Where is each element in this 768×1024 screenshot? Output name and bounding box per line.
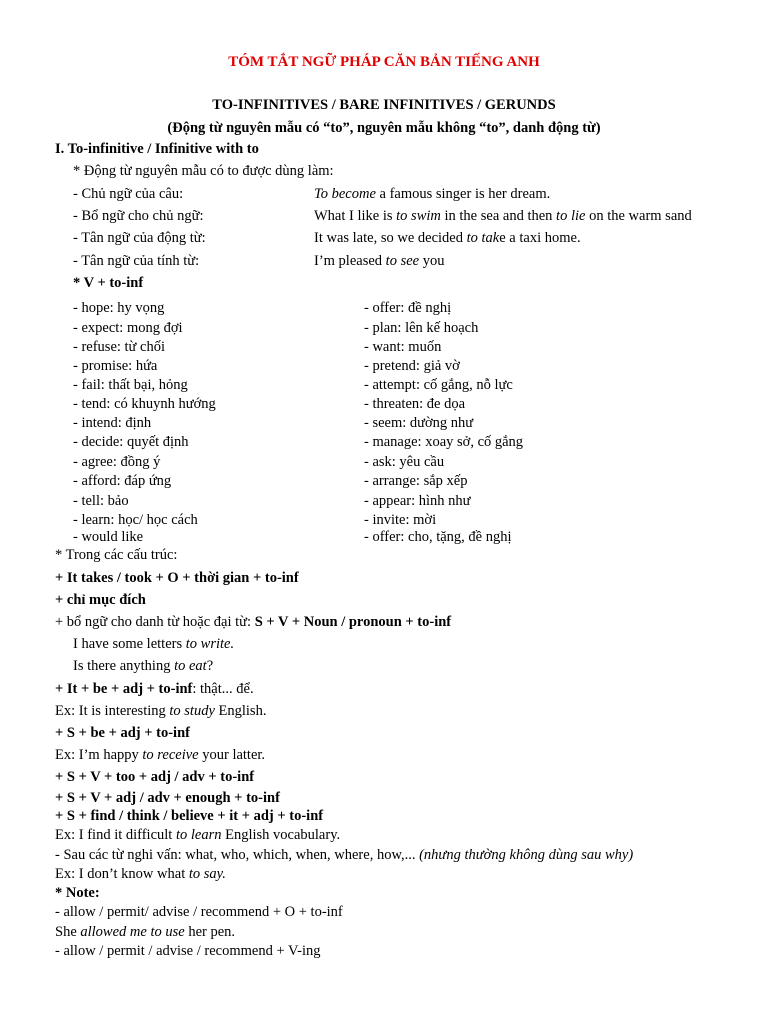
uses-intro: * Động từ nguyên mẫu có to được dùng làm: [73, 163, 334, 179]
section-subheading: (Động từ nguyên mẫu có “to”, nguyên mẫu không “to”, danh động từ) [167, 120, 601, 136]
example-line: Is there anything to eat? [73, 658, 214, 674]
verb-row: - tend: có khuynh hướng - threaten: đe dọa [73, 396, 466, 412]
structure-line: + It + be + adj + to-inf: thật... để. [55, 681, 254, 697]
v-toinf-heading: * V + to-inf [73, 275, 144, 291]
structures-intro: * Trong các cấu trúc: [55, 547, 178, 563]
example-line: Ex: It is interesting to study English. [55, 703, 267, 719]
use-row [73, 253, 445, 270]
use-example: It was late, so we decided to take a taxi home. [314, 230, 581, 246]
verb-row: - refuse: từ chối - want: muốn [73, 339, 442, 355]
structure-line: + It takes / took + O + thời gian + to-inf [55, 570, 299, 586]
section-heading: TO-INFINITIVES / BARE INFINITIVES / GERUNDS [212, 97, 556, 113]
use-row [73, 230, 581, 247]
structure-line: + S + V + adj / adv + enough + to-inf [55, 790, 280, 806]
use-label: - Tân ngữ của động từ: [73, 230, 206, 246]
use-label: - Chủ ngữ của câu: [73, 186, 184, 202]
example-line: Ex: I don’t know what to say. [55, 866, 226, 882]
structure-line: + S + be + adj + to-inf [55, 725, 190, 741]
verb-row: - would like - offer: cho, tặng, đề nghị [73, 529, 512, 545]
verb-row: - learn: học/ học cách - invite: mời [73, 512, 437, 528]
verb-row: - promise: hứa - pretend: giả vờ [73, 358, 460, 374]
example-line: I have some letters to write. [73, 636, 235, 652]
wh-rule: - Sau các từ nghi vấn: what, who, which, when, where, how,... (nhưng thường không dùng sau why) [55, 847, 634, 863]
verb-row: - agree: đồng ý - ask: yêu cầu [73, 454, 445, 470]
structure-line: + S + V + too + adj / adv + to-inf [55, 769, 255, 785]
use-example: To become a famous singer is her dream. [314, 186, 551, 202]
note-heading: * Note: [55, 885, 100, 901]
verb-row: - intend: định - seem: dường như [73, 415, 474, 431]
verb-row: - tell: bảo - appear: hình như [73, 493, 471, 509]
note-line: - allow / permit / advise / recommend + V-ing [55, 943, 321, 959]
verb-row: - afford: đáp ứng - arrange: sắp xếp [73, 473, 468, 489]
verb-row: - decide: quyết định - manage: xoay sở, cố gắng [73, 434, 524, 450]
part-heading: I. To-infinitive / Infinitive with to [55, 141, 259, 157]
use-row [73, 208, 692, 225]
verb-row: - expect: mong đợi - plan: lên kế hoạch [73, 320, 479, 336]
verb-row: - fail: thất bại, hỏng - attempt: cố gắng, nỗ lực [73, 377, 513, 393]
structure-line: + chỉ mục đích [55, 592, 146, 608]
structure-line: + S + find / think / believe + it + adj + to-inf [55, 808, 324, 824]
verb-row: - hope: hy vọng - offer: đề nghị [73, 300, 452, 316]
example-line: Ex: I find it difficult to learn English vocabulary. [55, 827, 341, 843]
use-row [73, 186, 551, 203]
example-line: Ex: I’m happy to receive your latter. [55, 747, 266, 763]
use-example: What I like is to swim in the sea and then to lie on the warm sand [314, 208, 692, 224]
use-label: - Tân ngữ của tính từ: [73, 253, 200, 269]
use-example: I’m pleased to see you [314, 253, 445, 269]
note-line: - allow / permit/ advise / recommend + O + to-inf [55, 904, 343, 920]
example-line: She allowed me to use her pen. [55, 924, 236, 940]
structure-line: + bổ ngữ cho danh từ hoặc đại từ: S + V + Noun / pronoun + to-inf [55, 614, 452, 630]
use-label: - Bổ ngữ cho chủ ngữ: [73, 208, 204, 224]
document-title: TÓM TẮT NGỮ PHÁP CĂN BẢN TIẾNG ANH [228, 54, 540, 70]
